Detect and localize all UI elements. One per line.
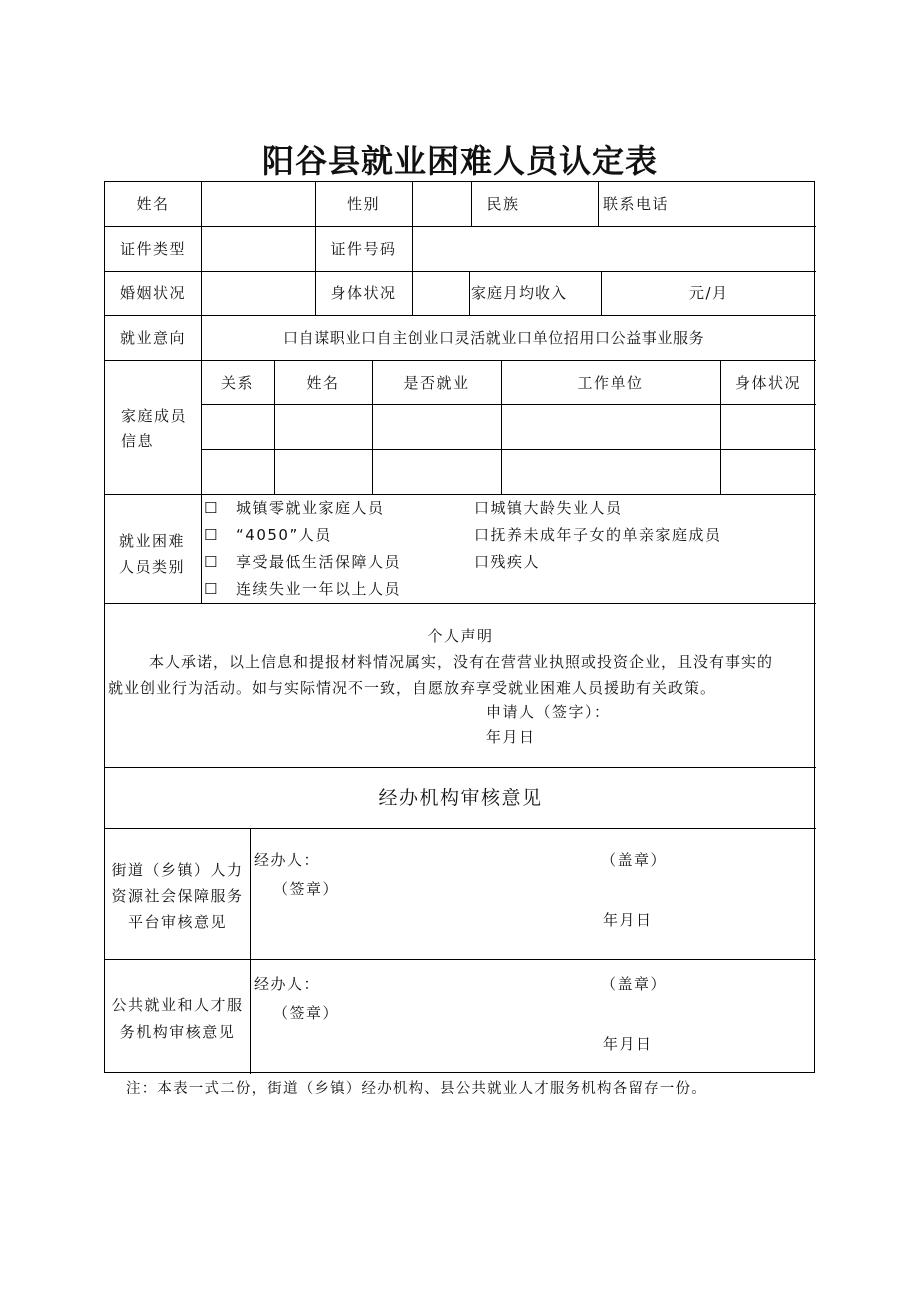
family-header-health: 身体状况 [734, 374, 801, 392]
family-label-line1: 家庭成员 [121, 407, 188, 425]
marital-label: 婚姻状况 [119, 284, 186, 302]
family-header-employed: 是否就业 [403, 374, 470, 392]
health-label: 身体状况 [330, 284, 397, 302]
footer-note: 注：本表一式二份，街道（乡镇）经办机构、县公共就业人才服务机构各留存一份。 [126, 1081, 707, 1097]
review1-handler: 经办人： [254, 851, 321, 869]
review1-date: 年月日 [603, 911, 653, 929]
category-option-1: 城镇零就业家庭人员 [236, 499, 385, 517]
category-label-line2: 人员类别 [119, 558, 186, 576]
review1-sign: （签章） [273, 880, 340, 898]
category-label-line1: 就业困难 [119, 532, 186, 550]
intent-label: 就业意向 [119, 329, 186, 347]
review1-seal: （盖章） [601, 851, 668, 869]
page-title: 阳谷县就业困难人员认定表 [261, 142, 658, 180]
declaration-heading: 个人声明 [427, 627, 494, 645]
category-option-6: 口抚养未成年子女的单亲家庭成员 [474, 526, 722, 544]
category-checkbox-4[interactable]: ☐ [204, 580, 219, 598]
declaration-date: 年月日 [486, 728, 536, 746]
name-label: 姓名 [136, 195, 170, 213]
category-option-2: “4050”人员 [236, 526, 332, 544]
gender-label: 性别 [346, 195, 380, 213]
family-label-line2: 信息 [121, 432, 155, 450]
family-header-workplace: 工作单位 [577, 374, 644, 392]
category-option-3: 享受最低生活保障人员 [236, 553, 402, 571]
review2-handler: 经办人： [254, 975, 321, 993]
form-table [104, 181, 815, 1073]
family-header-relation: 关系 [220, 374, 254, 392]
applicant-signature-label: 申请人（签字）： [486, 703, 611, 721]
id-type-label: 证件类型 [119, 240, 186, 258]
family-header-name: 姓名 [306, 374, 340, 392]
declaration-text-line2: 就业创业行为活动。如与实际情况不一致，自愿放弃享受就业困难人员援助有关政策。 [108, 679, 717, 697]
review1-label-line2: 资源社会保障服务 [111, 887, 244, 905]
category-option-4: 连续失业一年以上人员 [236, 580, 402, 598]
review1-label-line3: 平台审核意见 [127, 913, 227, 931]
category-option-7: 口残疾人 [474, 553, 541, 571]
declaration-text-line1: 本人承诺，以上信息和提报材料情况属实，没有在营营业执照或投资企业，且没有事实的 [149, 653, 774, 671]
phone-label: 联系电话 [603, 195, 670, 213]
review2-date: 年月日 [603, 1035, 653, 1053]
income-label: 家庭月均收入 [471, 284, 568, 302]
intent-options: 口自谋职业口自主创业口灵活就业口单位招用口公益事业服务 [283, 329, 705, 347]
ethnicity-label: 民族 [486, 195, 520, 213]
review-heading: 经办机构审核意见 [378, 787, 543, 809]
review2-seal: （盖章） [601, 975, 668, 993]
category-checkbox-1[interactable]: ☐ [204, 499, 219, 517]
category-option-5: 口城镇大龄失业人员 [474, 499, 623, 517]
review2-sign: （签章） [273, 1004, 340, 1022]
category-checkbox-3[interactable]: ☐ [204, 553, 219, 571]
review1-label-line1: 街道（乡镇）人力 [111, 861, 244, 879]
id-number-label: 证件号码 [330, 240, 397, 258]
category-checkbox-2[interactable]: ☐ [204, 526, 219, 544]
review2-label-line2: 务机构审核意见 [119, 1023, 236, 1041]
review2-label-line1: 公共就业和人才服 [111, 996, 244, 1014]
income-unit: 元/月 [689, 284, 729, 302]
